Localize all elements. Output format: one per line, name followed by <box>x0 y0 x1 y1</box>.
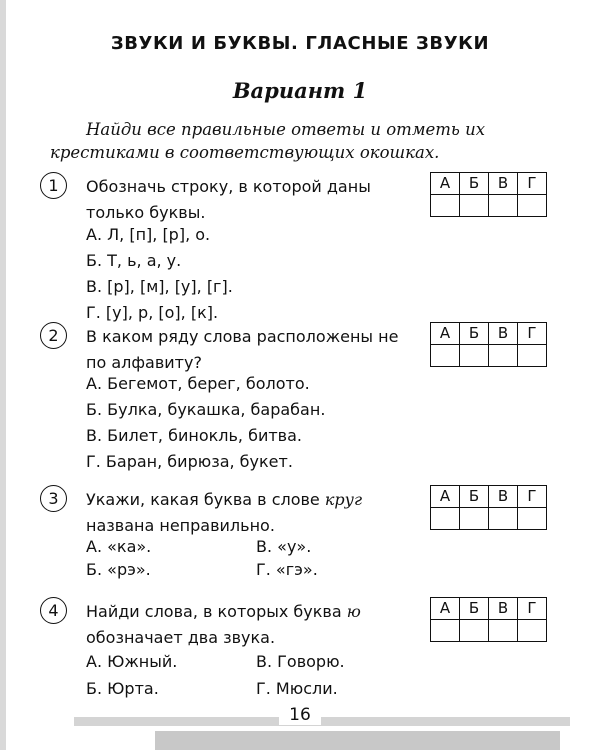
question-text: Укажи, какая буква в слове круг названа неправильно. <box>86 490 363 535</box>
emphasized-word: круг <box>324 490 363 509</box>
answer-label-g: Г <box>518 323 547 345</box>
answer-box-g[interactable] <box>518 345 547 367</box>
answer-box-a[interactable] <box>431 620 460 642</box>
answer-grid <box>430 322 547 367</box>
page-number: 16 <box>0 705 600 725</box>
answer-box-g[interactable] <box>518 508 547 530</box>
option-g: Г. [у], р, [о], [к]. <box>86 303 219 322</box>
footer-block <box>155 731 560 750</box>
variant-heading: Вариант 1 <box>232 78 368 103</box>
option-a: А. Южный. <box>86 652 178 671</box>
answer-box-v[interactable] <box>489 620 518 642</box>
option-b: Б. Т, ь, а, у. <box>86 251 182 270</box>
answer-label-v: В <box>489 173 518 195</box>
answer-label-a: А <box>431 173 460 195</box>
option-v: В. Говорю. <box>256 652 345 671</box>
answer-label-a: А <box>431 486 460 508</box>
answer-grid <box>430 597 547 642</box>
option-v: В. [р], [м], [у], [г]. <box>86 277 233 296</box>
answer-box-a[interactable] <box>431 195 460 217</box>
answer-label-a: А <box>431 598 460 620</box>
question-number: 4 <box>40 597 67 624</box>
answer-box-v[interactable] <box>489 195 518 217</box>
emphasized-letter: ю <box>346 602 361 621</box>
answer-box-b[interactable] <box>460 195 489 217</box>
page-edge-strip <box>0 0 6 750</box>
options-list <box>86 371 325 475</box>
answer-box-g[interactable] <box>518 620 547 642</box>
instruction-text: Найди все правильные ответы и отметь их крестиками в соответствующих окошках. <box>50 120 486 162</box>
option-a: А. «ка». <box>86 537 152 556</box>
option-v: В. «у». <box>256 537 312 556</box>
options-list <box>86 222 233 326</box>
question-number: 3 <box>40 485 67 512</box>
answer-grid <box>430 172 547 217</box>
answer-box-v[interactable] <box>489 508 518 530</box>
answer-box-g[interactable] <box>518 195 547 217</box>
question-text: Обозначь строку, в которой даны только буквы. <box>86 177 371 222</box>
answer-label-b: Б <box>460 323 489 345</box>
answer-label-v: В <box>489 323 518 345</box>
answer-label-b: Б <box>460 598 489 620</box>
option-g: Г. Баран, бирюза, букет. <box>86 452 293 471</box>
answer-box-b[interactable] <box>460 620 489 642</box>
answer-label-b: Б <box>460 173 489 195</box>
option-g: Г. «гэ». <box>256 560 318 579</box>
question-number: 2 <box>40 322 67 349</box>
question-text: В каком ряду слова расположены не по алфавиту? <box>86 327 399 372</box>
option-a: А. Л, [п], [р], о. <box>86 225 211 244</box>
answer-label-v: В <box>489 598 518 620</box>
answer-label-a: А <box>431 323 460 345</box>
answer-label-b: Б <box>460 486 489 508</box>
answer-box-v[interactable] <box>489 345 518 367</box>
answer-label-g: Г <box>518 173 547 195</box>
answer-grid <box>430 485 547 530</box>
answer-box-a[interactable] <box>431 345 460 367</box>
option-b: Б. Булка, букашка, барабан. <box>86 400 326 419</box>
answer-label-v: В <box>489 486 518 508</box>
question-text: Найди слова, в которых буква ю обозначает два звука. <box>86 602 361 647</box>
option-g: Г. Мюсли. <box>256 679 338 698</box>
answer-box-a[interactable] <box>431 508 460 530</box>
page-title: ЗВУКИ И БУКВЫ. ГЛАСНЫЕ ЗВУКИ <box>110 33 490 54</box>
option-b: Б. «рэ». <box>86 560 151 579</box>
answer-label-g: Г <box>518 598 547 620</box>
option-b: Б. Юрта. <box>86 679 159 698</box>
answer-label-g: Г <box>518 486 547 508</box>
option-a: А. Бегемот, берег, болото. <box>86 374 310 393</box>
answer-box-b[interactable] <box>460 345 489 367</box>
answer-box-b[interactable] <box>460 508 489 530</box>
question-number: 1 <box>40 172 67 199</box>
option-v: В. Билет, бинокль, битва. <box>86 426 302 445</box>
